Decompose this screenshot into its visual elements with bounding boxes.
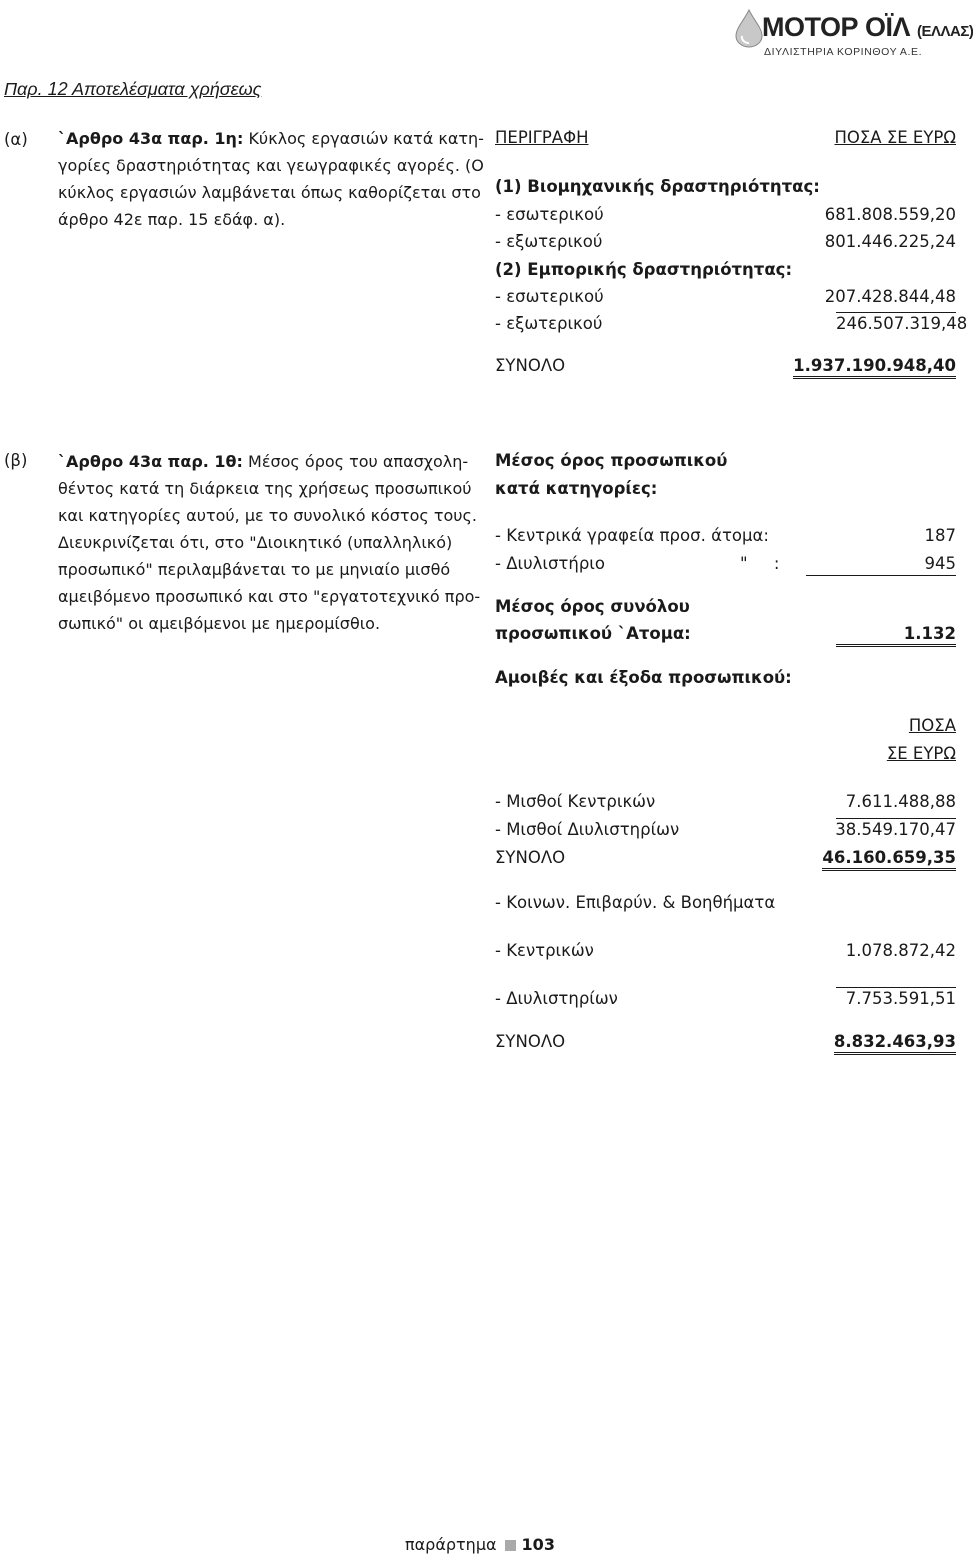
part-b-line-2: θέντος κατά τη διάρκεια της χρήσεως προσωπικού (58, 479, 472, 498)
group-commercial-label: (2) Εμπορικής δραστηριότητας: (495, 260, 793, 279)
group-industrial (495, 177, 956, 203)
total-value: 1.937.190.948,40 (793, 356, 956, 379)
logo-main-text: ΜΟΤΟΡ ΟΪΛ (762, 12, 911, 42)
row-value: 7.611.488,88 (845, 792, 956, 811)
part-a-marker: (α) (4, 130, 28, 149)
avg-total-row (495, 624, 956, 650)
row-label: - Μισθοί Κεντρικών (495, 792, 656, 811)
part-b-line-7: σωπικό" οι αμειβόμενοι με ημερομίσθιο. (58, 614, 381, 633)
avg-total-title (495, 597, 956, 623)
row-label: - εσωτερικού (495, 287, 604, 306)
part-b-marker: (β) (4, 451, 28, 470)
total-value: 46.160.659,35 (822, 848, 956, 871)
row-label: - Διυλιστηρίων (495, 989, 618, 1008)
pay-title-row (495, 668, 956, 694)
part-b-line-4: Διευκρινίζεται ότι, στο "Διοικητικό (υπαλληλικό) (58, 533, 453, 552)
logo-wordmark (762, 12, 973, 43)
row-label: - εσωτερικού (495, 205, 604, 224)
table-row (495, 792, 956, 818)
part-b-description (58, 448, 480, 637)
row-label: - Κεντρικών (495, 941, 594, 960)
row-value: 681.808.559,20 (824, 205, 956, 224)
row-value: 187 (924, 526, 956, 545)
divider (836, 818, 956, 819)
table-row (495, 941, 956, 967)
company-logo (732, 6, 973, 62)
col-amount-header: ΠΟΣΑ ΣΕ ΕΥΡΩ (834, 128, 956, 147)
table-row (495, 314, 968, 340)
table-row (495, 232, 956, 258)
footer-label: παράρτημα (405, 1535, 497, 1554)
part-a-header-row (495, 128, 956, 154)
row-value: 38.549.170,47 (835, 820, 956, 839)
avg-staff-title-2: κατά κατηγορίες: (495, 479, 658, 498)
part-b-line-1: Μέσος όρος του απασχολη- (248, 452, 469, 471)
total-label: ΣΥΝΟΛΟ (495, 1032, 566, 1051)
part-a-line-1: Κύκλος εργασιών κατά κατη- (248, 129, 484, 148)
avg-staff-title (495, 451, 956, 477)
amount-head-1: ΠΟΣΑ (908, 716, 956, 735)
row-value: 1.078.872,42 (845, 941, 956, 960)
table-row (495, 554, 956, 580)
ditto-mark: " : (740, 554, 780, 573)
table-row (495, 287, 956, 313)
page-footer (405, 1535, 555, 1554)
total-row (495, 356, 956, 382)
row-value: 801.446.225,24 (824, 232, 956, 251)
group-commercial (495, 260, 956, 286)
divider (836, 312, 956, 313)
total-row (495, 848, 956, 874)
table-row (495, 205, 956, 231)
avg-total-value: 1.132 (836, 624, 956, 647)
part-a-line-2: γορίες δραστηριότητας και γεωγραφικές αγορές. (Ο (58, 156, 484, 175)
divider (836, 987, 956, 988)
part-b-line-5: προσωπικό" περιλαμβάνεται το με μηνιαίο μισθό (58, 560, 451, 579)
divider (806, 575, 956, 576)
row-label: - Κεντρικά γραφεία προσ. άτομα: (495, 526, 769, 545)
row-label: - Μισθοί Διυλιστηρίων (495, 820, 680, 839)
avg-total-title-1: Μέσος όρος συνόλου (495, 597, 690, 616)
part-b-line-6: αμειβόμενο προσωπικό και στο "εργατοτεχνικό προ- (58, 587, 481, 606)
part-b-line-3: και κατηγορίες αυτού, με το συνολικό κόστος τους. (58, 506, 477, 525)
part-a-line-3: κύκλος εργασιών λαμβάνεται όπως καθορίζεται στο (58, 183, 481, 202)
row-value: 945 (924, 554, 956, 573)
social-title: - Κοινων. Επιβαρύν. & Βοηθήματα (495, 893, 776, 912)
part-a-line-4: άρθρο 42ε παρ. 15 εδάφ. α). (58, 210, 286, 229)
col-description-header: ΠΕΡΙΓΡΑΦΗ (495, 128, 589, 147)
row-label: - Διυλιστήριο (495, 554, 605, 573)
pay-title: Αμοιβές και έξοδα προσωπικού: (495, 668, 792, 687)
row-value: 246.507.319,48 (836, 314, 968, 333)
part-b-article: `Αρθρο 43α παρ. 1θ: (58, 452, 243, 471)
group-industrial-label: (1) Βιομηχανικής δραστηριότητας: (495, 177, 820, 196)
amount-head-row-1 (495, 716, 956, 742)
page-number: 103 (521, 1535, 555, 1554)
table-row (495, 820, 956, 846)
row-value: 7.753.591,51 (845, 989, 956, 1008)
table-row (495, 526, 956, 552)
square-bullet-icon (505, 1540, 516, 1551)
section-title: Παρ. 12 Αποτελέσματα χρήσεως (4, 79, 262, 99)
avg-staff-title-1: Μέσος όρος προσωπικού (495, 451, 728, 470)
row-label: - εξωτερικού (495, 232, 603, 251)
amount-head-row-2 (495, 744, 956, 770)
table-row (495, 989, 956, 1015)
logo-subtitle: ΔΙΥΛΙΣΤΗΡΙΑ ΚΟΡΙΝΘΟΥ Α.Ε. (764, 46, 923, 58)
row-value: 207.428.844,48 (824, 287, 956, 306)
logo-suffix: (ΕΛΛΑΣ) (917, 23, 973, 40)
oil-drop-icon (732, 8, 766, 48)
total-label: ΣΥΝΟΛΟ (495, 356, 566, 375)
row-label: - εξωτερικού (495, 314, 603, 333)
total-label: ΣΥΝΟΛΟ (495, 848, 566, 867)
part-a-article: `Αρθρο 43α παρ. 1η: (58, 129, 244, 148)
part-a-description (58, 125, 484, 233)
avg-total-label: προσωπικού `Ατομα: (495, 624, 691, 643)
total-value: 8.832.463,93 (834, 1032, 956, 1055)
avg-staff-subtitle (495, 479, 956, 505)
social-title-row (495, 893, 956, 919)
total-row (495, 1032, 956, 1058)
amount-head-2: ΣΕ ΕΥΡΩ (886, 744, 956, 763)
